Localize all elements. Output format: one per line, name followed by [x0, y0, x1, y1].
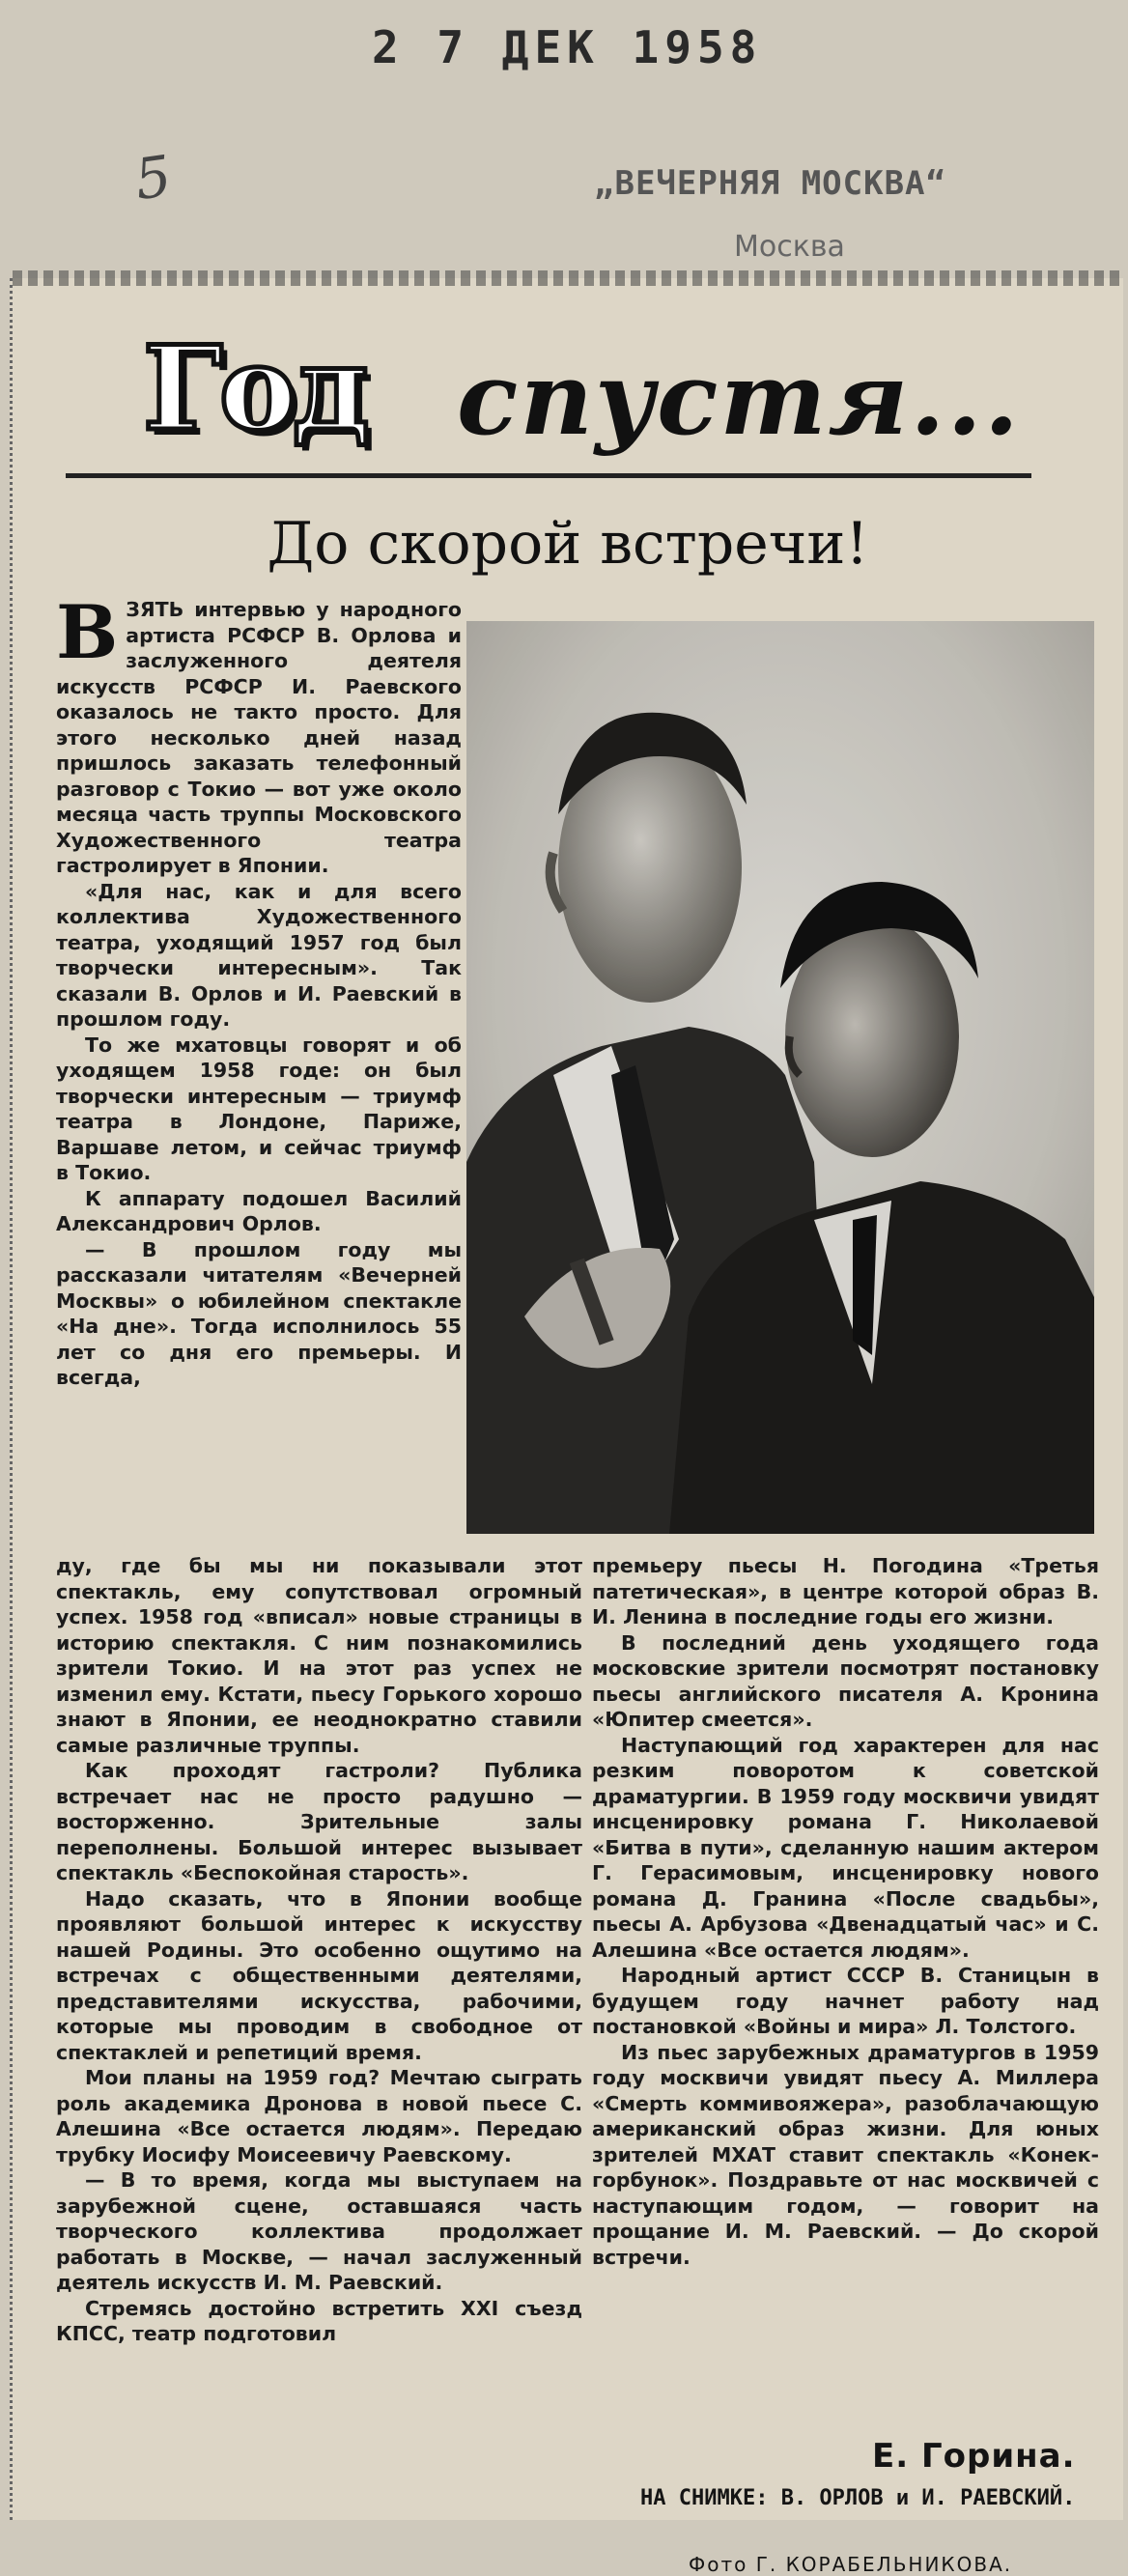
paragraph: «Для нас, как и для всего коллектива Художественного театра, уходящий 1957 год был творчески интересным». Так сказали В. Орлов и И. Раевский в прошлом году.	[56, 879, 462, 1031]
photo-caption: НА СНИМКЕ: В. ОРЛОВ и И. РАЕВСКИЙ.	[640, 2486, 1076, 2510]
article-column-left-lower	[56, 1553, 582, 2347]
paragraph: ЗЯТЬ интервью у народного артиста РСФСР В. Орлова и заслуженного деятеля искусств РСФСР И. Раевского оказалось не такто просто. Для этого несколько дней назад пришлось заказать телефонный разговор с Токио — вот уже около месяца часть труппы Московского Художественного театра гастролирует в Японии.	[56, 598, 462, 877]
newspaper-stamp: „ВЕЧЕРНЯЯ МОСКВА“	[594, 164, 946, 203]
rubric-underline	[66, 473, 1031, 478]
paragraph: Как проходят гастроли? Публика встречает нас не просто радушно — восторженно. Зрительные залы переполнены. Большой интерес вызывает спектакль «Беспокойная старость».	[56, 1759, 582, 1884]
date-stamp: 2 7 ДЕК 1958	[372, 21, 763, 73]
paragraph: Надо сказать, что в Японии вообще проявляют большой интерес к искусству нашей Родины. Это особенно ощутимо на встречах с общественными деятелями, представителями искусства, рабочими, которые мы проводим в свободное от спектаклей и репетиций время.	[56, 1886, 582, 2064]
paragraph: Из пьес зарубежных драматургов в 1959 году москвичи увидят пьесу А. Миллера «Смерть коммивояжера», разоблачающую американский образ жизни. Для юных зрителей МХАТ ставит спектакль «Конек-горбунок». Поздравьте от нас москвичей с наступающим годом, — говорит на прощание И. М. Раевский. — До скорой встречи.	[592, 2040, 1099, 2269]
author-signature: Е. Горина.	[872, 2437, 1076, 2476]
photo-credit: Фото Г. КОРАБЕЛЬНИКОВА.	[689, 2553, 1013, 2576]
drop-cap: В	[56, 589, 119, 675]
paragraph: — В то время, когда мы выступаем на зарубежной сцене, оставшаяся часть творческого коллектива продолжает работать в Москве, — начал заслуженный деятель искусств И. М. Раевский.	[56, 2168, 582, 2294]
paragraph: Народный артист СССР В. Станицын в будущем году начнет работу над постановкой «Войны и мира» Л. Толстого.	[592, 1964, 1099, 2038]
article-headline: До скорой встречи!	[267, 510, 869, 578]
portrait-photo-image	[466, 621, 1094, 1534]
paragraph: ду, где бы мы ни показывали этот спектакль, ему сопутствовал огромный успех. 1958 год «вписал» новые страницы в историю спектакля. С ним познакомились зрители Токио. И на этот раз успех не изменил ему. Кстати, пьесу Горького хорошо знают в Японии, ее неоднократно ставили самые различные труппы.	[56, 1554, 582, 1757]
tear-edge	[13, 270, 1123, 286]
paragraph: Стремясь достойно встретить XXI съезд КПСС, театр подготовил	[56, 2296, 582, 2345]
paragraph: премьеру пьесы Н. Погодина «Третья патетическая», в центре которой образ В. И. Ленина в последние годы его жизни.	[592, 1554, 1099, 1628]
article-column-right	[592, 1553, 1099, 2270]
handwritten-number: 5	[130, 142, 176, 213]
city-stamp: Москва	[734, 230, 845, 264]
paragraph: Мои планы на 1959 год? Мечтаю сыграть роль академика Дронова в новой пьесе С. Алешина «Все остается людям». Передаю трубку Иосифу Моисеевичу Раевскому.	[56, 2066, 582, 2166]
rubric-word-spustya: спустя...	[457, 339, 1021, 458]
paragraph: К аппарату подошел Василий Александрович Орлов.	[56, 1186, 462, 1235]
article-column-left	[56, 589, 462, 1391]
newspaper-clipping	[10, 278, 1123, 2576]
paragraph: В последний день уходящего года московские зрители посмотрят постановку пьесы английского писателя А. Кронина «Юпитер смеется».	[592, 1630, 1099, 1731]
rubric-word-god: Год	[143, 321, 366, 457]
rubric-heading	[66, 321, 1031, 471]
paragraph: — В прошлом году мы рассказали читателям «Вечерней Москвы» о юбилейном спектакле «На дне». Тогда исполнилось 55 лет со дня его премьеры. И всегда,	[56, 1237, 462, 1389]
photo-orlov-raevsky	[466, 621, 1094, 1534]
paragraph: То же мхатовцы говорят и об уходящем 1958 годе: он был творчески интересным — триумф театра в Лондоне, Париже, Варшаве летом, и сейчас триумф в Токио.	[56, 1033, 462, 1184]
paragraph: Наступающий год характерен для нас резким поворотом к советской драматургии. В 1959 году москвичи увидят инсценировку романа Г. Николаевой «Битва в пути», сделанную нашим актером Г. Герасимовым, инсценировку нового романа Д. Гранина «После свадьбы», пьесы А. Арбузова «Двенадцатый час» и С. Алешина «Все остается людям».	[592, 1733, 1099, 1962]
